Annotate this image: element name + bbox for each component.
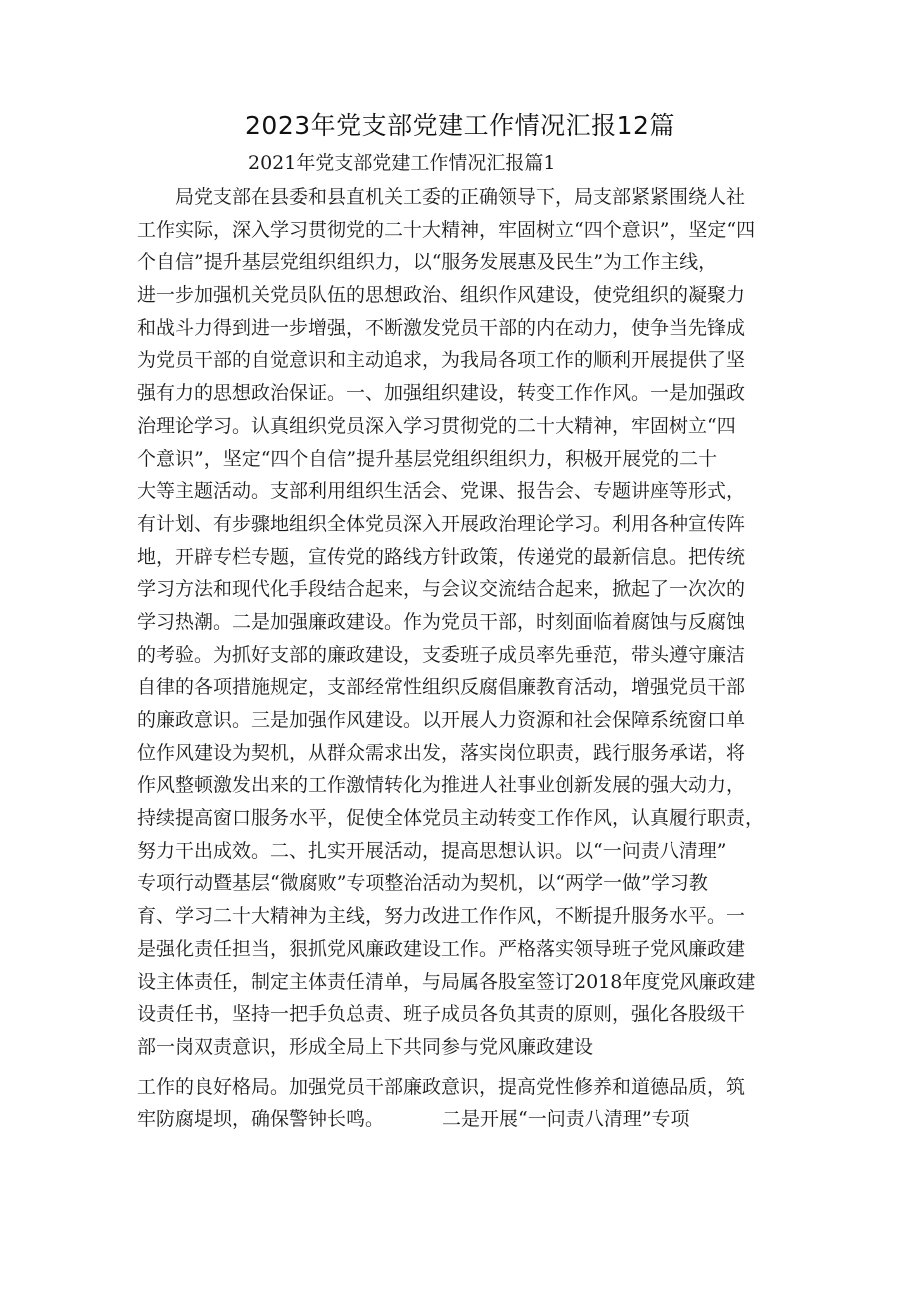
text-line: 持续提高窗口服务水平，促使全体党员主动转变工作作风，认真履行职责， [137,807,765,830]
text-line: 进一步加强机关党员队伍的思想政治、组织作风建设，使党组织的凝聚力 [137,284,746,307]
text-line: 个自信”提升基层党组织组织力，以“服务发展惠及民生”为工作主线， [137,251,718,274]
text-line: 的廉政意识。三是加强作风建设。以开展人力资源和社会保障系统窗口单 [137,709,746,731]
text-line: 有计划、有步骤地组织全体党员深入开展政治理论学习。利用各种宣传阵 [137,512,746,535]
text-line: 专项行动暨基层“微腐败”专项整治活动为契机，以“两学一做”学习教 [137,872,708,895]
text-fragment: 二是开展“一问责八清理”专项 [442,1108,690,1131]
text-line: 个意识”，坚定“四个自信”提升基层党组织组织力，积极开展党的二十 [137,447,718,470]
text-line: 地，开辟专栏专题，宣传党的路线方针政策，传递党的最新信息。把传统 [137,545,746,568]
text-fragment: 牢防腐堤坝，确保警钟长鸣。 [137,1108,385,1131]
text-line: 的考验。为抓好支部的廉政建设，支委班子成员率先垂范，带头遵守廉洁 [137,643,746,666]
document-title: 2023年党支部党建工作情况汇报12篇 [245,111,675,140]
text-line: 位作风建设为契机，从群众需求出发，落实岗位职责，践行服务承诺，将 [137,741,746,764]
text-line: 是强化责任担当，狠抓党风廉政建设工作。严格落实领导班子党风廉政建 [137,937,746,960]
text-line: 大等主题活动。支部利用组织生活会、党课、报告会、专题讲座等形式， [137,480,746,503]
text-line: 局党支部在县委和县直机关工委的正确领导下，局支部紧紧围绕人社 [175,186,746,208]
text-line: 学习方法和现代化手段结合起来，与会议交流结合起来，掀起了一次次的 [137,578,746,601]
text-line-final [137,1103,797,1136]
text-line: 部一岗双责意识，形成全局上下共同参与党风廉政建设 [137,1035,594,1058]
body-text [137,181,797,1136]
text-line: 努力干出成效。二、扎实开展活动，提高思想认识。以“一问责八清理” [137,839,727,862]
text-line: 强有力的思想政治保证。一、加强组织建设，转变工作作风。一是加强政 [137,382,746,405]
text-line: 设主体责任，制定主体责任清单，与局属各股室签订2018年度党风廉政建 [137,970,756,993]
text-line: 治理论学习。认真组织党员深入学习贯彻党的二十大精神，牢固树立“四 [137,414,736,437]
text-line: 为党员干部的自觉意识和主动追求，为我局各项工作的顺利开展提供了坚 [137,349,746,372]
text-line: 学习热潮。二是加强廉政建设。作为党员干部，时刻面临着腐蚀与反腐蚀 [137,610,746,633]
text-line: 和战斗力得到进一步增强，不断激发党员干部的内在动力，使争当先锋成 [137,316,746,339]
text-line: 设责任书，坚持一把手负总责、班子成员各负其责的原则，强化各股级干 [137,1003,746,1026]
text-line: 育、学习二十大精神为主线，努力改进工作作风，不断提升服务水平。一 [137,905,746,928]
line-gap [137,1064,797,1071]
text-line: 自律的各项措施规定，支部经常性组织反腐倡廉教育活动，增强党员干部 [137,676,746,699]
section-heading: 2021年党支部党建工作情况汇报篇1 [248,152,556,174]
text-line: 作风整顿激发出来的工作激情转化为推进人社事业创新发展的强大动力， [137,774,746,797]
text-line: 工作实际，深入学习贯彻党的二十大精神，牢固树立“四个意识”，坚定“四 [137,218,756,241]
text-line: 工作的良好格局。加强党员干部廉政意识，提高党性修养和道德品质，筑 [137,1075,746,1098]
